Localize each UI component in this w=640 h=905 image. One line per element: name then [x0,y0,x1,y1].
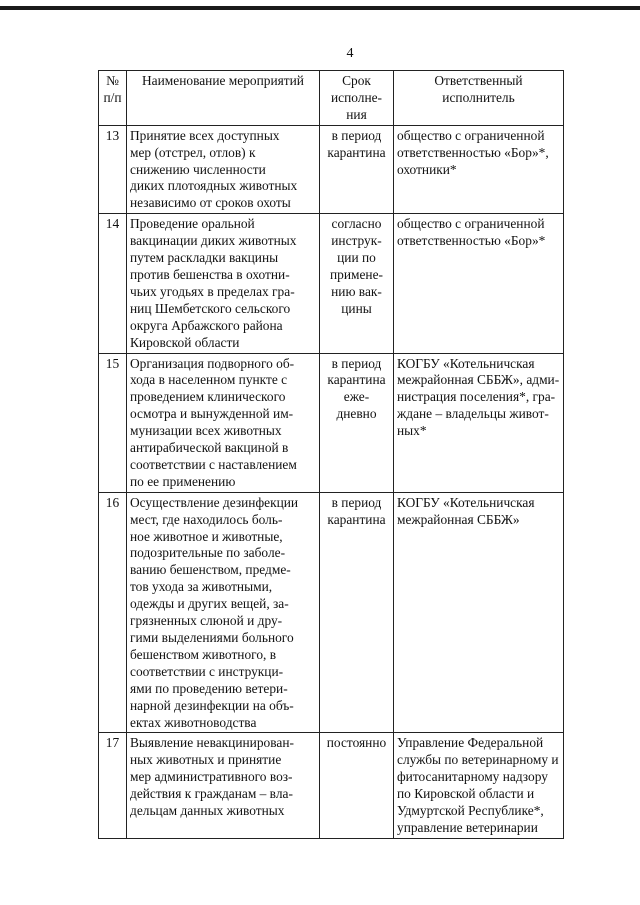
table-header [99,71,564,126]
measure-name-line: осмотра и вынужденной им- [130,406,294,422]
measure-name-line: округа Арбажского района [130,317,283,333]
header-term-line: исполне- [330,89,383,105]
page-number: 4 [346,46,354,61]
table-row [99,353,564,492]
measure-name-line: мер административного воз- [130,769,293,785]
measure-term-line: в период [331,494,382,510]
header-num-line: № [106,73,119,88]
measure-name-line: независимо от сроков охоты [130,195,291,211]
header-name-line: Наименование мероприятий [142,73,304,88]
measure-responsible-cell [394,492,564,733]
measure-name-line: мест, где находилось боль- [130,511,283,527]
measure-name-line: соответствии с наставлением [130,456,297,472]
row-number: 15 [99,353,127,492]
measure-responsible-line: фитосанитарному надзору [397,769,548,785]
table-body [99,125,564,838]
header-row [99,71,564,126]
measure-name-line: по ее применению [130,473,236,489]
measure-name-line: мер (отстрел, отлов) к [130,144,256,160]
measure-name-line: грязненных слюной и дру- [130,613,283,629]
measure-term-line: дневно [336,406,377,422]
measure-name-cell [127,492,320,733]
measure-name-line: дельцам данных животных [130,803,285,819]
measure-name-line: ями по проведению ветери- [130,680,288,696]
measure-term-line: примене- [329,266,383,282]
measure-name-line: антирабической вакциной в [130,440,289,456]
measure-responsible-line: межрайонная СББЖ» [397,511,520,527]
header-term-line: ния [346,106,367,122]
measure-name-line: проведением клинического [130,389,286,405]
measure-name-line: Организация подворного об- [130,355,295,371]
measure-responsible-line: ных* [397,423,427,439]
measure-name-cell [127,353,320,492]
measure-responsible-cell [394,125,564,214]
measure-responsible-line: службы по ветеринарному и [397,752,559,768]
measure-name-line: ных животных и принятие [130,752,282,768]
measure-name-line: Проведение оральной [130,216,255,232]
measure-responsible-line: охотники* [397,161,457,177]
table-row [99,214,564,353]
header-responsible-line: исполнитель [442,89,515,105]
header-num [99,71,127,126]
measure-name-line: одежды и других вещей, за- [130,596,289,612]
measure-responsible-line: Удмуртской Республике*, [397,803,544,819]
measure-name-line: бешенством животного, в [130,646,277,662]
measure-name-line: путем раскладки вакцины [130,250,279,266]
measure-name-line: ванию бешенством, предме- [130,562,291,578]
measure-name-cell [127,214,320,353]
row-number: 14 [99,214,127,353]
measure-name-line: мунизации всех животных [130,423,282,439]
measure-name-line: снижению численности [130,161,266,177]
measure-name-line: против бешенства в охотни- [130,266,290,282]
measure-responsible-cell [394,733,564,838]
measure-name-line: соответствии с инструкци- [130,663,284,679]
measure-responsible-line: Управление Федеральной [397,735,544,751]
header-term-line: Срок [342,73,371,88]
measure-name-line: чьих угодьях в пределах гра- [130,283,295,299]
measure-name-line: Принятие всех доступных [130,127,280,143]
row-number: 16 [99,492,127,733]
measure-name-line: подозрительные по заболе- [130,545,286,561]
measure-name-line: ниц Шембетского сельского [130,300,291,316]
measure-term-line: инструк- [331,233,382,249]
measure-name-line: действия к гражданам – вла- [130,786,293,802]
measure-term-cell [320,125,394,214]
measure-responsible-line: ждане – владельцы живот- [397,406,549,422]
table-row [99,492,564,733]
measure-name-line: нарной дезинфекции на объ- [130,697,294,713]
measure-responsible-line: нистрация поселения*, гра- [397,389,556,405]
header-responsible-line: Ответственный [434,73,523,88]
measure-responsible-line: общество с ограниченной [397,216,545,232]
measure-name-line: ное животное и животные, [130,528,283,544]
page-top-rule [0,6,640,10]
measure-responsible-cell [394,353,564,492]
measure-term-cell [320,214,394,353]
measure-name-line: Кировской области [130,334,240,350]
measures-table [98,70,564,839]
measure-name-line: Выявление невакцинирован- [130,735,294,751]
measure-responsible-line: ответственностью «Бор»*, [397,144,549,160]
measure-term-line: карантина [327,144,386,160]
measure-term-line: нию вак- [331,283,382,299]
measure-responsible-line: ответственностью «Бор»* [397,233,546,249]
measure-responsible-cell [394,214,564,353]
measure-name-line: Осуществление дезинфекции [130,494,299,510]
measure-term-line: еже- [343,389,370,405]
row-number: 13 [99,125,127,214]
header-num-line: п/п [103,89,122,105]
measure-name-line: диких плотоядных животных [130,178,298,194]
header-responsible [394,71,564,126]
measure-responsible-line: управление ветеринарии [397,819,538,835]
measure-name-line: гими выделениями больного [130,630,294,645]
measure-term-line: карантина [327,372,386,388]
measure-responsible-line: общество с ограниченной [397,127,545,143]
header-term [320,71,394,126]
measure-term-cell [320,353,394,492]
measure-name-cell [127,125,320,214]
measure-responsible-line: по Кировской области и [397,786,535,802]
measure-term-line: в период [331,355,382,371]
measure-term-line: цины [341,300,372,316]
measure-responsible-line: межрайонная СББЖ», адми- [397,372,560,388]
measure-name-line: ектах животноводства [130,714,257,730]
measure-term-line: постоянно [326,735,387,751]
measure-name-line: хода в населенном пункте с [130,372,288,388]
measure-term-line: ции по [337,250,376,266]
row-number: 17 [99,733,127,838]
measure-name-line: вакцинации диких животных [130,233,297,249]
measure-term-line: в период [331,127,382,143]
table-row [99,125,564,214]
measure-name-cell [127,733,320,838]
measure-term-cell [320,733,394,838]
header-name [127,71,320,126]
table-row [99,733,564,838]
measure-responsible-line: КОГБУ «Котельничская [397,355,535,371]
measure-term-line: согласно [331,216,382,232]
measure-responsible-line: КОГБУ «Котельничская [397,494,535,510]
measure-term-cell [320,492,394,733]
measure-name-line: тов ухода за животными, [130,579,273,595]
measure-term-line: карантина [327,511,386,527]
